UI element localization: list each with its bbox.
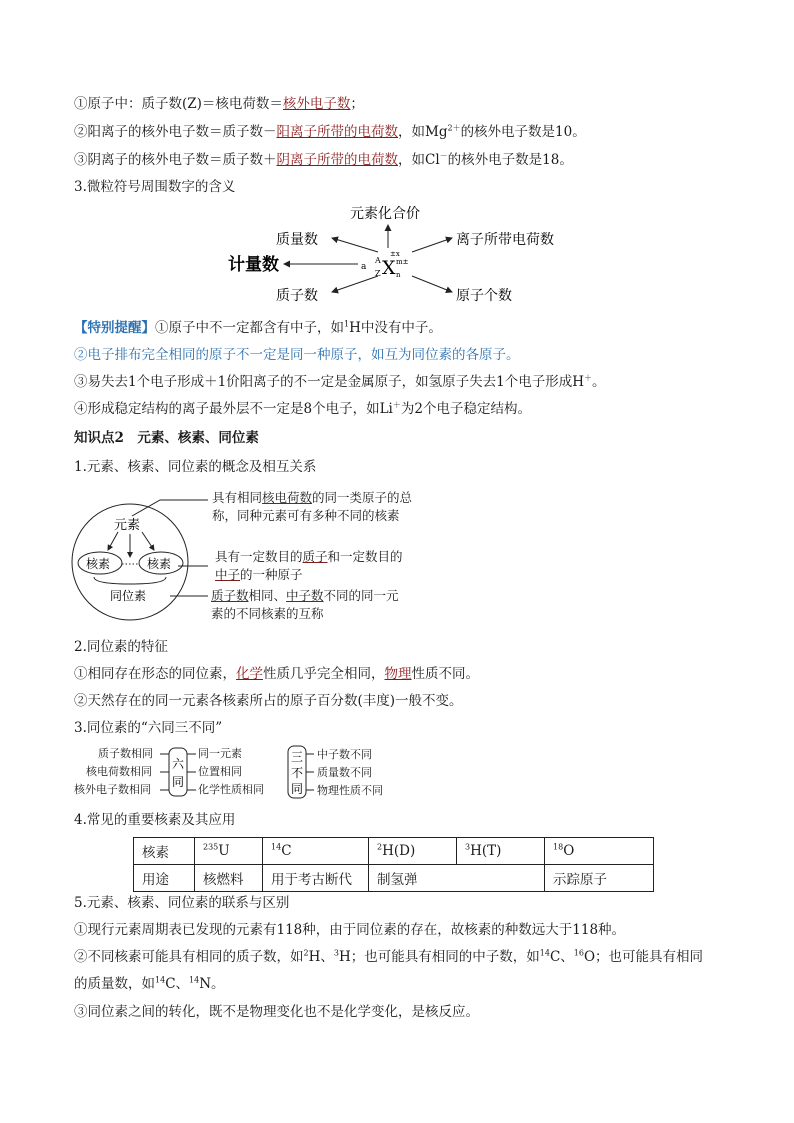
section-2-title [74,428,259,448]
symbol-atomic: Z [375,269,381,278]
label-isotope: 同位素 [110,589,147,603]
same-char: 同 [172,775,185,789]
same-item: 核电荷数相同 [86,765,152,778]
desc-element-2 [212,507,400,525]
text: H、 [308,949,334,965]
text: 不同的同一元 [323,588,399,603]
text: 称，同种元素可有多种不同的核素 [212,508,400,523]
superscript: 2 [303,948,309,958]
text: ①原子中不一定都含有中子，如 [155,320,344,336]
symbol-x: X [382,257,396,279]
label-ion-charge: 离子所带电荷数 [456,232,554,248]
sub-4 [74,810,235,830]
leader-element [132,500,208,516]
underlined-term: 中子数 [286,588,324,603]
table-cell [369,838,457,865]
heading-text: 5.元素、核素、同位素的联系与区别 [74,895,290,911]
superscript: ＋ [584,373,593,383]
symbol-coef: a [361,262,367,272]
rule-anion [74,150,573,170]
mass-number: 3 [465,842,471,852]
underlined-term: 质子 [302,549,328,564]
underlined-term: 化学 [236,666,263,682]
superscript: 14 [189,975,200,985]
superscript: ＋ [392,400,401,410]
text: H；也可能具有相同的中子数，如 [338,949,540,965]
text: ①现行元素周期表已发现的元素有118种，由于同位素的存在，故核素的种数远大于118种。 [74,922,626,938]
text: 具有相同 [212,490,263,505]
superscript: 1 [344,319,350,329]
sub-5 [74,893,289,913]
label-valence: 元素化合价 [350,206,420,222]
rule-atom [74,94,364,114]
label-nuclide-right: 核素 [147,557,172,571]
heading-text: 4.常见的重要核素及其应用 [74,812,236,828]
arrow-lower-right [412,276,452,292]
desc-element-1 [212,489,412,507]
sub-3 [74,718,222,738]
text: 素的不同核素的互称 [211,606,324,621]
label-nuclide-left: 核素 [86,557,111,571]
mass-number: 14 [271,842,282,852]
tip-1 [74,318,442,338]
six-char: 六 [172,757,185,771]
text: 的一种原子 [240,567,303,582]
text: C、 [549,949,574,965]
text: 的核外电子数是18。 [447,152,573,168]
heading-text: 1.元素、核素、同位素的概念及相互关系 [74,459,317,475]
text: ①原子中：质子数(Z)＝核电荷数＝ [74,96,283,112]
label-atom-count: 原子个数 [456,288,512,304]
table-cell: 制氢弹 [369,865,545,892]
same-item: 质子数相同 [98,747,153,760]
table-row [134,838,654,865]
diff-item: 中子数不同 [317,748,372,761]
heading-text: 3.微粒符号周围数字的含义 [74,179,236,195]
feature-2 [74,691,463,711]
mass-number: 18 [553,842,564,852]
table-cell: 示踪原子 [545,865,654,892]
tip-2 [74,345,520,365]
symbol-charge: m± [396,258,409,266]
diff-item: 质量数不同 [317,766,372,779]
text: ②不同核素可能具有相同的质子数，如 [74,949,304,965]
text: ②电子排布完全相同的原子不一定是同一种原子，如互为同位素的各原子。 [74,347,520,363]
text: 和一定数目的 [327,549,403,564]
table-cell [457,838,545,865]
table-row [134,865,654,892]
heading-3 [74,177,235,197]
text: 性质不同。 [411,666,479,682]
superscript: － [439,151,448,161]
para-5-3 [74,1002,479,1022]
superscript: 14 [155,975,166,985]
label-element: 元素 [114,518,141,533]
text: C、 [165,976,190,992]
diff-item: 物理性质不同 [317,784,383,797]
same-item: 核外电子数相同 [74,783,151,796]
symbol: H(D) [382,843,416,859]
table-header-cell: 用途 [134,865,195,892]
heading-text: 知识点2 元素、核素、同位素 [74,430,259,446]
underlined-term: 阴离子所带的电荷数 [276,152,398,168]
para-5-2 [74,947,703,967]
text: 具有一定数目的 [215,549,303,564]
superscript: 3 [333,948,339,958]
label-coefficient: 计量数 [228,255,279,275]
section-2-sub1 [74,457,316,477]
underlined-term: 物理 [384,666,412,682]
symbol: H(T) [470,843,502,859]
same-char: 同 [291,782,304,796]
same-item: 位置相同 [198,765,242,778]
table-cell [195,838,263,865]
text: ，如Mg [398,124,448,140]
text: ④形成稳定结构的离子最外层不一定是8个电子，如Li [74,401,393,417]
text: ③阴离子的核外电子数＝质子数＋ [74,152,277,168]
table-cell [545,838,654,865]
tip-4 [74,399,531,419]
text: 。 [592,374,606,390]
label-mass-number: 质量数 [276,232,318,248]
text: ①相同存在形态的同位素， [74,666,236,682]
text: ； [350,96,364,112]
table-cell [263,838,369,865]
brace-bottom [94,577,166,584]
arrow-to-left-nuclide [108,532,118,550]
underlined-term: 质子数 [211,588,249,603]
nuclide-table [133,837,654,892]
symbol: O [563,843,575,859]
table-header-cell: 核素 [134,838,195,865]
text: 的核外电子数是10。 [460,124,586,140]
heading-text: 3.同位素的“六同三不同” [74,720,223,736]
underlined-term: 核电荷数 [262,490,313,505]
feature-1 [74,664,479,684]
arrow-lower-left [332,276,378,292]
symbol-mass: A [375,256,381,265]
table-cell: 核燃料 [195,865,263,892]
not-char: 不 [291,766,304,780]
text: N。 [199,976,225,992]
mass-number: 2 [377,842,383,852]
superscript: 2＋ [447,123,461,133]
text: ②阳离子的核外电子数＝质子数－ [74,124,277,140]
heading-text: 2.同位素的特征 [74,639,168,655]
label-proton-number: 质子数 [276,288,318,304]
superscript: 14 [539,948,550,958]
desc-isotope-1 [211,587,399,605]
arrow-to-right-nuclide [142,532,154,550]
tip-label: 【特别提醒】 [74,320,155,336]
text: ③同位素之间的转化，既不是物理变化也不是化学变化，是核反应。 [74,1004,479,1020]
rule-cation [74,122,586,142]
text: ，如Cl [398,152,440,168]
text: ②天然存在的同一元素各核素所占的原子百分数(丰度)一般不变。 [74,693,463,709]
text: 相同、 [248,588,287,603]
arrow-upper-left [332,238,378,252]
para-5-1 [74,920,625,940]
arrow-upper-right [412,238,452,252]
mass-number: 235 [203,842,219,852]
symbol: C [281,843,292,859]
same-item: 同一元素 [198,747,242,760]
particle-symbol-diagram [220,200,580,308]
sub-2 [74,637,168,657]
desc-nuclide-2 [215,566,303,584]
desc-isotope-2 [211,605,324,623]
text: 的质量数，如 [74,976,155,992]
text: 为2个电子稳定结构。 [400,401,531,417]
superscript: 16 [573,948,584,958]
underlined-term: 中子 [215,567,241,582]
symbol: U [218,843,230,859]
symbol-valence: ±x [390,250,400,258]
text: O；也可能具有相同 [583,949,704,965]
table-cell: 用于考古断代 [263,865,369,892]
text: H中没有中子。 [349,320,442,336]
underlined-term: 阳离子所带的电荷数 [276,124,398,140]
text: ③易失去1个电子形成＋1价阳离子的不一定是金属原子，如氢原子失去1个电子形成H [74,374,585,390]
symbol-count: n [396,271,401,279]
three-char: 三 [291,750,304,764]
text: 的同一类原子的总 [312,490,413,505]
underlined-term: 核外电子数 [282,96,351,112]
same-item: 化学性质相同 [198,783,264,796]
desc-nuclide-1 [215,548,403,566]
para-5-2-cont [74,974,225,994]
tip-3 [74,372,606,392]
text: 性质几乎完全相同， [263,666,385,682]
